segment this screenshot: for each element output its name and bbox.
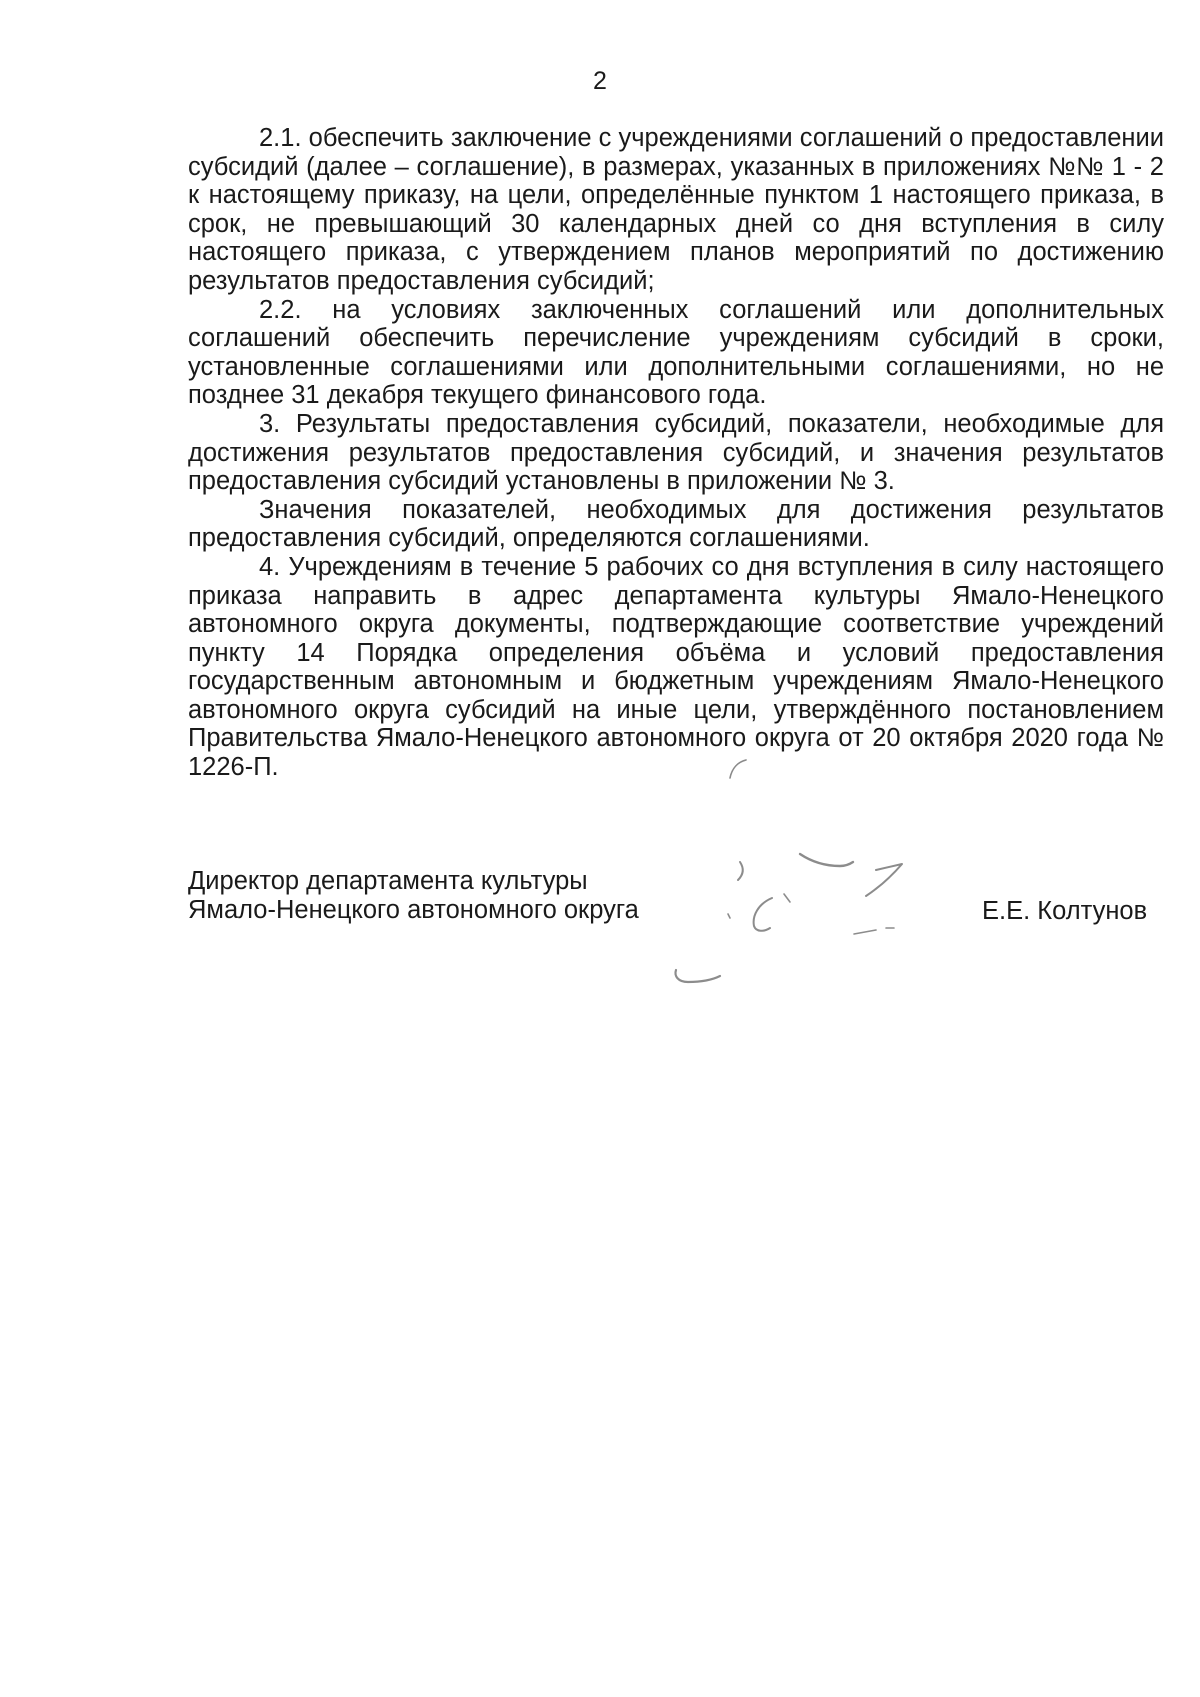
signatory-name: Е.Е. Колтунов (982, 897, 1148, 925)
page-number: 2 (593, 67, 607, 95)
paragraph-3: 3. Результаты предоставления субсидий, показатели, необходимые для достижения результатов предоставления субсидий, и значения результатов предоставления субсидий установлены в приложении № 3. (188, 409, 1164, 496)
signatory-title (188, 867, 639, 925)
handwritten-signature (640, 850, 930, 1020)
pen-mark-icon (726, 756, 756, 782)
paragraph-4: 4. Учреждениям в течение 5 рабочих со дня вступления в силу настоящего приказа направить в адрес департамента культуры Ямало-Ненецкого автономного округа документы, подтверждающие соответствие учреждений пункту 14 Порядка определения объёма и условий предоставления государственным автономным и бюджетным учреждениям Ямало-Ненецкого автономного округа субсидий на иные цели, утверждённого постановлением Правительства Ямало-Ненецкого автономного округа от 20 октября 2020 года № 1226-П. (188, 552, 1164, 782)
signatory-title-line-2: Ямало-Ненецкого автономного округа (188, 896, 639, 924)
paragraph-2-2: 2.2. на условиях заключенных соглашений или дополнительных соглашений обеспечить перечисление учреждениям субсидий в сроки, установленные соглашениями или дополнительными соглашениями, но не позднее 31 декабря текущего финансового года. (188, 295, 1164, 410)
paragraph-3-values: Значения показателей, необходимых для достижения результатов предоставления субсидий, определяются соглашениями. (188, 495, 1164, 553)
paragraph-2-1: 2.1. обеспечить заключение с учреждениями соглашений о предоставлении субсидий (далее – соглашение), в размерах, указанных в приложениях №№ 1 - 2 к настоящему приказу, на цели, определённые пунктом 1 настоящего приказа, в срок, не превышающий 30 календарных дней со дня вступления в силу настоящего приказа, с утверждением планов мероприятий по достижению результатов предоставления субсидий; (188, 124, 1164, 295)
document-body (188, 124, 1164, 782)
signatory-title-line-1: Директор департамента культуры (188, 867, 588, 895)
